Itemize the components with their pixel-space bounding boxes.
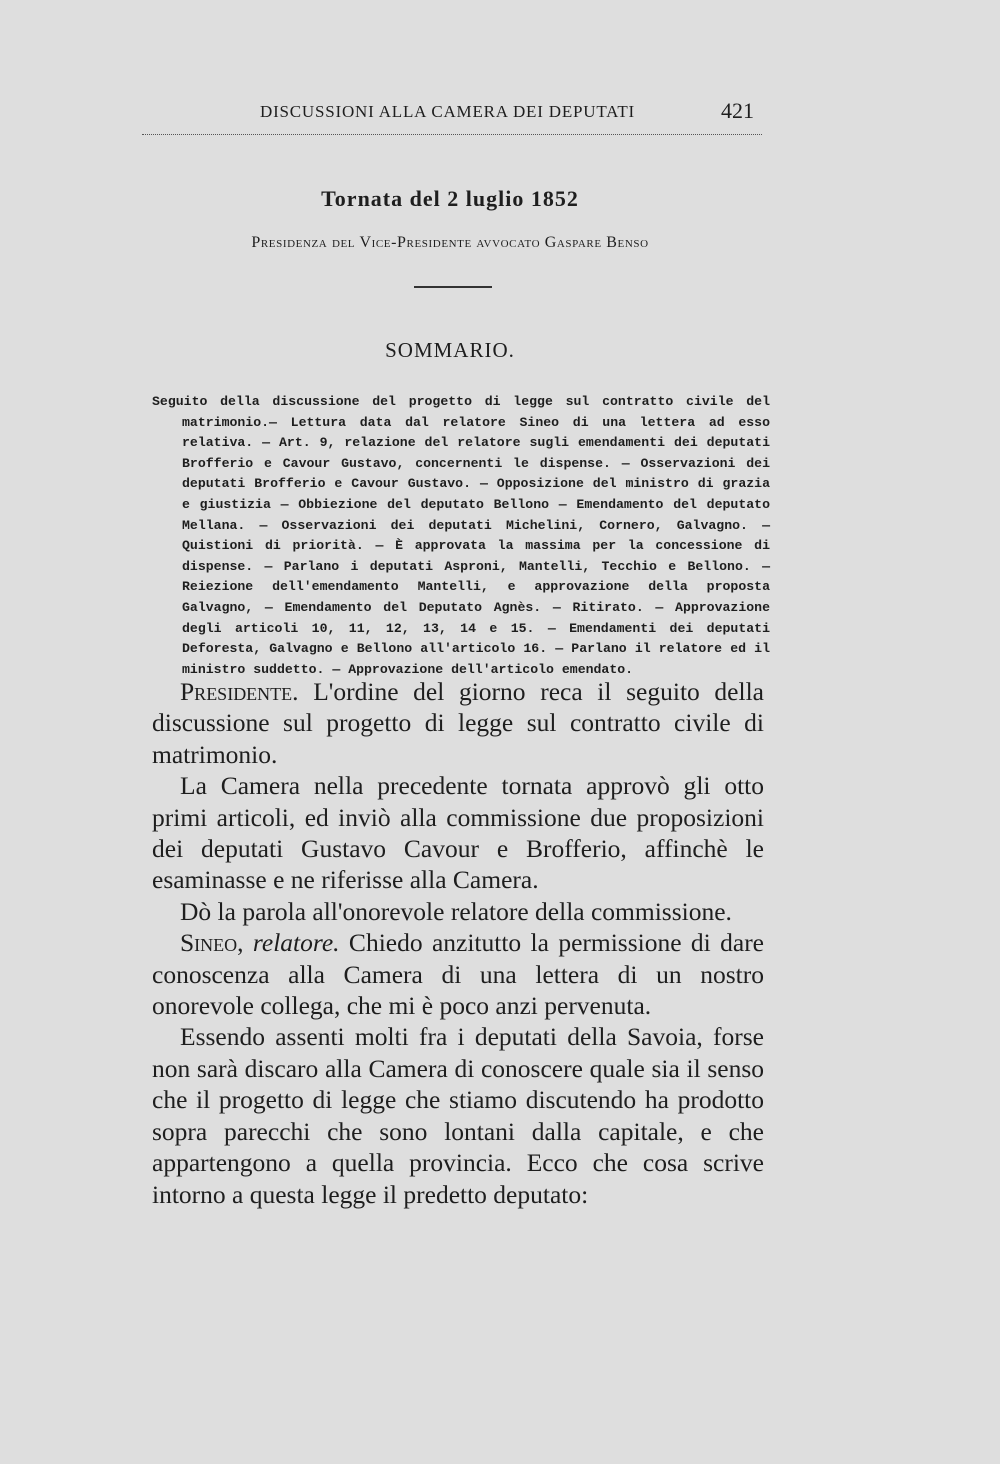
- speaker-name: Sineo,: [180, 928, 244, 958]
- presidency-line: Presidenza del Vice-Presidente avvocato Gaspare Benso: [251, 234, 649, 251]
- running-head: [142, 98, 762, 135]
- page-number: 421: [721, 98, 754, 123]
- session-title: Tornata del 2 luglio 1852: [321, 186, 579, 211]
- running-title: DISCUSSIONI ALLA CAMERA DEI DEPUTATI: [260, 102, 636, 121]
- paragraph-text: Chiedo anzitutto la permissione di dare conoscenza alla Camera di una lettera di un nostro onorevole collega, che mi è poco anzi pervenuta.: [152, 928, 765, 1021]
- paragraph-text: Dò la parola all'onorevole relatore della commissione.: [180, 896, 732, 926]
- speaker-role: relatore.: [252, 928, 340, 958]
- paragraph-text: La Camera nella precedente tornata approvò gli otto primi articoli, ed inviò alla commissione due proposizioni dei deputati Gustavo Cavour e Brofferio, affinchè le esaminasse e ne riferisse alla Camera.: [152, 771, 764, 895]
- summary-heading: SOMMARIO.: [385, 338, 515, 362]
- paragraph: [152, 770, 764, 896]
- paragraph: [152, 927, 764, 1021]
- paragraph: [152, 1021, 764, 1209]
- divider-rule: [414, 286, 492, 288]
- body-text: [152, 676, 764, 1210]
- speaker-name: Presidente.: [180, 677, 299, 706]
- paragraph: [152, 676, 764, 770]
- paragraph-text: Essendo assenti molti fra i deputati della Savoia, forse non sarà discaro alla Camera di conoscere quale sia il senso che il progetto di legge che stiamo discutendo ha prodotto sopra parecchi che sono lontani dalla capitale, e che appartengono a quella provincia. Ecco che cosa scrive intorno a questa legge il predetto deputato:: [152, 1022, 764, 1209]
- paragraph: [152, 896, 764, 927]
- summary-text: Seguito della discussione del progetto di legge sul contratto civile del matrimonio.— Lettura data dal relatore Sineo di una lettera ad esso relativa. — Art. 9, relazione del relatore sugli emendamenti dei deputati Brofferio e Cavour Gustavo, concernenti le dispense. — Osservazioni dei deputati Brofferio e Cavour Gustavo. — Opposizione del ministro di grazia e giustizia — Obbiezione del deputato Bellono — Emendamento del deputato Mellana. — Osservazioni dei deputati Michelini, Cornero, Galvagno. — Quistioni di priorità. — È approvata la massima per la concessione di dispense. — Parlano i deputati Asproni, Mantelli, Tecchio e Bellono. — Reiezione dell'emendamento Mantelli, e approvazione della proposta Galvagno, — Emendamento del Deputato Agnès. — Ritirato. — Approvazione degli articoli 10, 11, 12, 13, 14 e 15. — Emendamenti dei deputati Deforesta, Galvagno e Bellono all'articolo 16. — Parlano il relatore ed il ministro suddetto. — Approvazione dell'articolo emendato.: [152, 394, 770, 677]
- paragraph-text: L'ordine del giorno reca il seguito della discussione sul progetto di legge sul contratto civile di matrimonio.: [152, 677, 764, 769]
